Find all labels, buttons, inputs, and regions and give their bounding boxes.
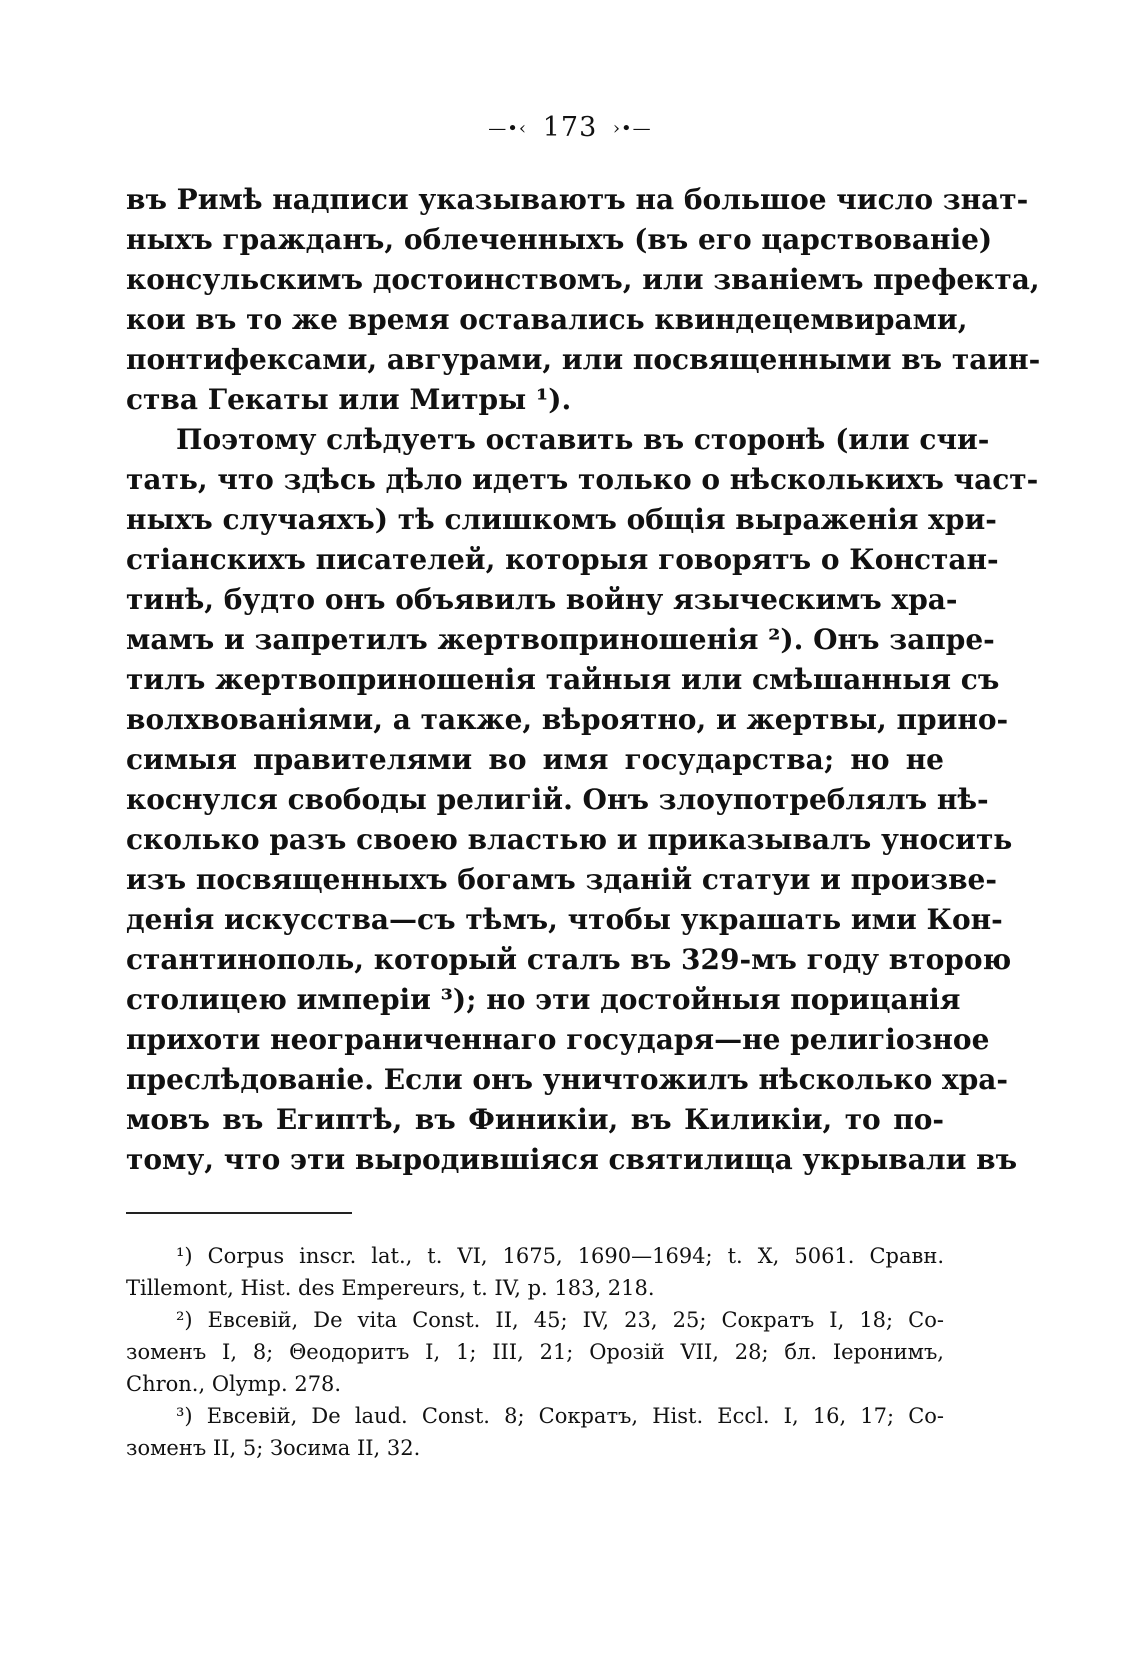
text-line: мамъ и запретилъ жертвоприношенія ²). Онъ запре- — [126, 623, 995, 656]
text-line: денія искусства—съ тѣмъ, чтобы украшать ими Кон- — [126, 903, 1003, 936]
text-line: кои въ то же время оставались квиндецемвирами, — [126, 303, 968, 336]
footnote-line: зоменъ I, 8; Θеодоритъ I, 1; III, 21; Орозій VII, 28; бл. Іеронимъ, — [126, 1340, 944, 1364]
footnote-line: зоменъ II, 5; Зосима II, 32. — [126, 1436, 421, 1460]
text-line: симыя правителями во имя государства; но не — [126, 743, 944, 776]
footnotes — [126, 1240, 944, 1464]
footnote-divider — [126, 1212, 352, 1214]
text-line: консульскимъ достоинствомъ, или званіемъ префекта, — [126, 263, 1040, 296]
text-line: изъ посвященныхъ богамъ зданій статуи и произве- — [126, 863, 997, 896]
text-line: тинѣ, будто онъ объявилъ войну языческимъ хра- — [126, 583, 958, 616]
text-line: Поэтому слѣдуетъ оставить въ сторонѣ (или счи- — [176, 423, 990, 456]
text-line: тать, что здѣсь дѣло идетъ только о нѣсколькихъ част- — [126, 463, 1039, 496]
text-line: сколько разъ своею властью и приказывалъ уносить — [126, 823, 1013, 856]
text-line: стіанскихъ писателей, которыя говорятъ о Констан- — [126, 543, 999, 576]
text-line: понтифексами, авгурами, или посвященными въ таин- — [126, 343, 1041, 376]
text-line: преслѣдованіе. Если онъ уничтожилъ нѣсколько хра- — [126, 1063, 1009, 1096]
page-header — [0, 112, 1140, 143]
main-text — [126, 180, 1041, 1180]
footnote-line: ¹) Corpus inscr. lat., t. VI, 1675, 1690—1694; t. X, 5061. Сравн. — [176, 1244, 944, 1268]
text-line: прихоти неограниченнаго государя—не религіозное — [126, 1023, 990, 1056]
text-line: въ Римѣ надписи указываютъ на большое число знат- — [126, 183, 1029, 216]
text-line: ныхъ случаяхъ) тѣ слишкомъ общія выраженія хри- — [126, 503, 997, 536]
page-number: 173 — [542, 112, 598, 143]
ornament-left: —•‹ — [488, 118, 528, 139]
text-line: мовъ въ Египтѣ, въ Финикіи, въ Киликіи, то по- — [126, 1103, 944, 1136]
text-line: ства Гекаты или Митры ¹). — [126, 383, 572, 416]
footnote-line: ²) Евсевій, De vita Const. II, 45; IV, 23, 25; Сократъ I, 18; Со- — [176, 1308, 944, 1332]
text-line: тому, что эти выродившіяся святилища укрывали въ — [126, 1143, 1018, 1176]
footnote-line: Chron., Olymp. 278. — [126, 1372, 342, 1396]
text-line: волхвованіями, а также, вѣроятно, и жертвы, прино- — [126, 703, 1009, 736]
ornament-right: ›•— — [612, 118, 652, 139]
text-line: коснулся свободы религій. Онъ злоупотреблялъ нѣ- — [126, 783, 989, 816]
text-line: столицею имперіи ³); но эти достойныя порицанія — [126, 983, 961, 1016]
text-line: ныхъ гражданъ, облеченныхъ (въ его царствованіе) — [126, 223, 993, 256]
text-line: тилъ жертвоприношенія тайныя или смѣшанныя съ — [126, 663, 1000, 696]
text-line: стантинополь, который сталъ въ 329-мъ году второю — [126, 943, 1012, 976]
footnote-line: Tillemont, Hist. des Empereurs, t. IV, p. 183, 218. — [126, 1276, 655, 1300]
footnote-line: ³) Евсевій, De laud. Const. 8; Сократъ, Hist. Eccl. I, 16, 17; Со- — [176, 1404, 944, 1428]
